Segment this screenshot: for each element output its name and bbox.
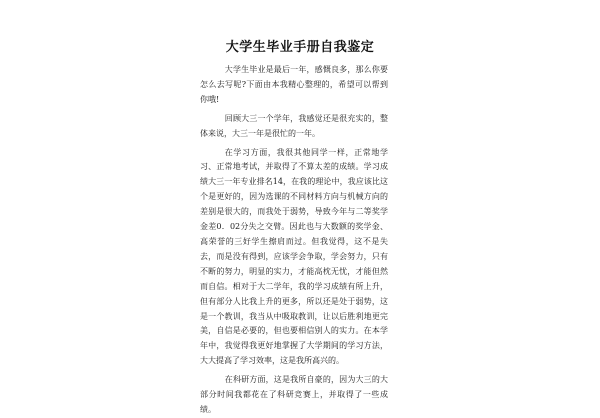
document-title: 大学生毕业手册自我鉴定 (225, 40, 375, 55)
document-body (200, 63, 388, 418)
paragraph-intro: 大学生毕业是最后一年，感慨良多，那么你要怎么去写呢?下面由本我精心整理的，希望可以帮到你哦! (200, 65, 388, 104)
paragraph-research: 在科研方面，这是我所自豪的，因为大三的大部分时间我都花在了科研竞赛上，并取得了一些成绩。 (200, 375, 388, 414)
paragraph-study: 在学习方面，我很其他同学一样，正常地学习、正常地考试，并取得了不算太差的成绩。学习成绩大三一年专业排名14，在我的理论中，我应该比这个是更好的，因为选课的不同材料方向与机械方向的差别是很大的，而我处于弱势，导致今年与二等奖学金差0．02分失之交臂。因此也与大数额的奖学金、高荣誉的三好学生擦肩而过。但我觉得，这不是失去，而是没有得到，应该学会争取，学会努力，只有不断的努力，明显的实力，才能高枕无忧，才能但然而自信。相对于大二学年，我的学习成绩有所上升，但有部分人比我上升的更多，所以还是处于弱势，这是一个教训，我当从中吸取教训，让以后胜利地更完美，自信是必要的，但也要相信别人的实力。在本学年中，我觉得我更好地掌握了大学期间的学习方法，大大提高了学习效率，这是我所高兴的。 (200, 147, 388, 366)
paragraph-review: 回顾大三一个学年，我感觉还是很充实的，整体来说，大三一年是很忙的一年。 (200, 113, 388, 138)
